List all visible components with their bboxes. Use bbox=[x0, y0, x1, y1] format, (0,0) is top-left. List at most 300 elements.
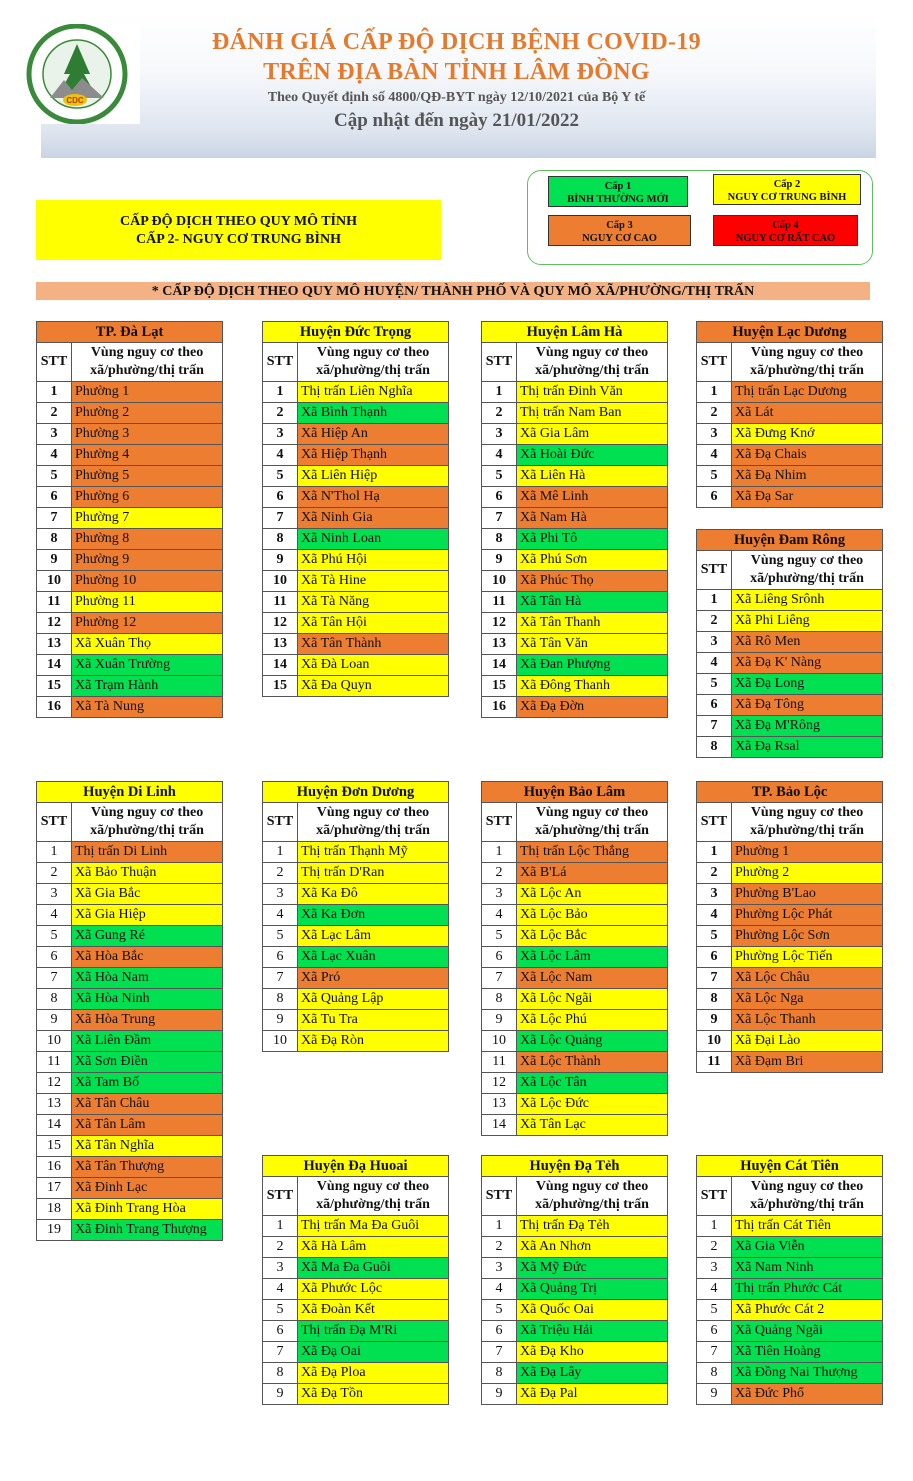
area-header-line-2: xã/phường/thị trấn bbox=[750, 571, 864, 586]
table-row bbox=[263, 655, 449, 676]
table-row bbox=[482, 445, 668, 466]
row-stt: 16 bbox=[482, 697, 517, 718]
table-row bbox=[37, 1115, 223, 1136]
table-row bbox=[263, 529, 449, 550]
row-stt: 11 bbox=[482, 1052, 517, 1073]
row-stt: 7 bbox=[697, 716, 732, 737]
table-row bbox=[482, 1300, 668, 1321]
row-commune-name: Xã Đạ Ròn bbox=[298, 1031, 449, 1052]
district-table bbox=[696, 321, 883, 508]
row-stt: 4 bbox=[697, 905, 732, 926]
district-name: Huyện Di Linh bbox=[37, 782, 223, 803]
row-commune-name: Phường 1 bbox=[72, 382, 223, 403]
table-row bbox=[482, 905, 668, 926]
table-row bbox=[263, 613, 449, 634]
table-row bbox=[697, 1052, 883, 1073]
row-commune-name: Phường 3 bbox=[72, 424, 223, 445]
table-row bbox=[37, 884, 223, 905]
district-name: TP. Đà Lạt bbox=[37, 322, 223, 343]
row-commune-name: Xã Tân Nghĩa bbox=[72, 1136, 223, 1157]
table-row bbox=[482, 1031, 668, 1052]
title-line-2: TRÊN ĐỊA BÀN TỈNH LÂM ĐỒNG bbox=[263, 59, 650, 85]
stt-header: STT bbox=[482, 803, 517, 842]
row-stt: 3 bbox=[263, 1258, 298, 1279]
row-stt: 4 bbox=[263, 445, 298, 466]
row-stt: 3 bbox=[37, 884, 72, 905]
row-commune-name: Xã Đạ Nhim bbox=[732, 466, 883, 487]
legend-level-2 bbox=[713, 174, 861, 205]
district-table bbox=[262, 321, 449, 697]
table-row bbox=[263, 1010, 449, 1031]
table-row bbox=[697, 695, 883, 716]
area-header-line-1: Vùng nguy cơ theo bbox=[535, 805, 649, 820]
table-row bbox=[263, 926, 449, 947]
row-commune-name: Thị trấn Cát Tiên bbox=[732, 1216, 883, 1237]
row-stt: 8 bbox=[37, 529, 72, 550]
table-row bbox=[697, 1363, 883, 1384]
table-row bbox=[37, 905, 223, 926]
row-commune-name: Xã N'Thol Hạ bbox=[298, 487, 449, 508]
table-row bbox=[482, 863, 668, 884]
row-commune-name: Xã Ma Đa Guôi bbox=[298, 1258, 449, 1279]
row-commune-name: Xã Tân Hà bbox=[517, 592, 668, 613]
legend-level-3-name: Cấp 3 bbox=[606, 220, 633, 231]
row-commune-name: Phường 10 bbox=[72, 571, 223, 592]
table-row bbox=[37, 842, 223, 863]
row-commune-name: Xã Tân Châu bbox=[72, 1094, 223, 1115]
row-stt: 2 bbox=[263, 1237, 298, 1258]
table-row bbox=[37, 508, 223, 529]
district-name: Huyện Lâm Hà bbox=[482, 322, 668, 343]
row-stt: 8 bbox=[263, 989, 298, 1010]
row-stt: 8 bbox=[482, 989, 517, 1010]
stt-header: STT bbox=[697, 1177, 732, 1216]
row-stt: 9 bbox=[482, 1384, 517, 1405]
legend-level-4 bbox=[713, 215, 858, 246]
table-row bbox=[697, 737, 883, 758]
stt-header: STT bbox=[37, 343, 72, 382]
stt-header: STT bbox=[263, 803, 298, 842]
row-stt: 9 bbox=[37, 1010, 72, 1031]
row-commune-name: Xã Lộc Quảng bbox=[517, 1031, 668, 1052]
row-commune-name: Xã Bình Thạnh bbox=[298, 403, 449, 424]
row-commune-name: Xã Tu Tra bbox=[298, 1010, 449, 1031]
table-row bbox=[482, 1073, 668, 1094]
table-row bbox=[37, 697, 223, 718]
table-row bbox=[263, 1321, 449, 1342]
row-stt: 5 bbox=[482, 466, 517, 487]
legend-level-1-desc: BÌNH THƯỜNG MỚI bbox=[567, 194, 669, 205]
row-stt: 2 bbox=[697, 611, 732, 632]
row-commune-name: Phường 12 bbox=[72, 613, 223, 634]
table-row bbox=[697, 1237, 883, 1258]
row-commune-name: Xã Gia Viễn bbox=[732, 1237, 883, 1258]
district-name: Huyện Đam Rông bbox=[697, 530, 883, 551]
row-stt: 10 bbox=[263, 571, 298, 592]
row-commune-name: Xã Tân Thành bbox=[298, 634, 449, 655]
row-commune-name: Xã Quảng Trị bbox=[517, 1279, 668, 1300]
district-name: Huyện Bảo Lâm bbox=[482, 782, 668, 803]
area-header-line-1: Vùng nguy cơ theo bbox=[316, 345, 430, 360]
row-stt: 18 bbox=[37, 1199, 72, 1220]
area-header bbox=[732, 551, 883, 590]
row-stt: 3 bbox=[697, 632, 732, 653]
row-commune-name: Xã Đạm Bri bbox=[732, 1052, 883, 1073]
row-stt: 9 bbox=[263, 1384, 298, 1405]
table-row bbox=[263, 1384, 449, 1405]
row-stt: 9 bbox=[263, 550, 298, 571]
row-commune-name: Xã Lộc Ngãi bbox=[517, 989, 668, 1010]
area-header-line-1: Vùng nguy cơ theo bbox=[316, 1179, 430, 1194]
district-table bbox=[696, 1155, 883, 1405]
table-row bbox=[263, 842, 449, 863]
table-row bbox=[263, 487, 449, 508]
table-row bbox=[482, 676, 668, 697]
table-row bbox=[263, 550, 449, 571]
table-row bbox=[697, 926, 883, 947]
row-stt: 6 bbox=[37, 947, 72, 968]
row-commune-name: Thị trấn Liên Nghĩa bbox=[298, 382, 449, 403]
row-commune-name: Xã Đạ Kho bbox=[517, 1342, 668, 1363]
row-stt: 15 bbox=[37, 676, 72, 697]
row-stt: 12 bbox=[263, 613, 298, 634]
row-stt: 1 bbox=[482, 842, 517, 863]
row-commune-name: Xã Ninh Gia bbox=[298, 508, 449, 529]
row-stt: 3 bbox=[37, 424, 72, 445]
row-stt: 12 bbox=[37, 1073, 72, 1094]
row-commune-name: Xã Triệu Hải bbox=[517, 1321, 668, 1342]
table-row bbox=[37, 1094, 223, 1115]
row-commune-name: Xã Tiên Hoàng bbox=[732, 1342, 883, 1363]
row-stt: 1 bbox=[37, 842, 72, 863]
row-stt: 6 bbox=[697, 1321, 732, 1342]
row-stt: 14 bbox=[37, 655, 72, 676]
row-stt: 4 bbox=[482, 905, 517, 926]
row-commune-name: Xã Lộc Thành bbox=[517, 1052, 668, 1073]
table-row bbox=[697, 611, 883, 632]
table-row bbox=[37, 613, 223, 634]
table-row bbox=[263, 968, 449, 989]
table-row bbox=[482, 926, 668, 947]
area-header-line-2: xã/phường/thị trấn bbox=[535, 823, 649, 838]
table-row bbox=[482, 1384, 668, 1405]
row-stt: 5 bbox=[482, 1300, 517, 1321]
row-stt: 2 bbox=[482, 863, 517, 884]
row-stt: 19 bbox=[37, 1220, 72, 1241]
table-row bbox=[697, 403, 883, 424]
row-stt: 8 bbox=[37, 989, 72, 1010]
row-stt: 4 bbox=[37, 905, 72, 926]
table-row bbox=[482, 1115, 668, 1136]
row-stt: 12 bbox=[482, 1073, 517, 1094]
table-row bbox=[697, 1300, 883, 1321]
row-stt: 11 bbox=[482, 592, 517, 613]
row-commune-name: Xã Sơn Điền bbox=[72, 1052, 223, 1073]
row-commune-name: Phường 2 bbox=[72, 403, 223, 424]
row-stt: 8 bbox=[263, 1363, 298, 1384]
row-commune-name: Phường 2 bbox=[732, 863, 883, 884]
table-row bbox=[263, 989, 449, 1010]
table-row bbox=[697, 382, 883, 403]
row-stt: 6 bbox=[263, 1321, 298, 1342]
row-stt: 13 bbox=[37, 1094, 72, 1115]
table-row bbox=[37, 550, 223, 571]
row-stt: 2 bbox=[263, 863, 298, 884]
table-row bbox=[263, 905, 449, 926]
row-commune-name: Xã Liêng Srônh bbox=[732, 590, 883, 611]
row-stt: 7 bbox=[263, 968, 298, 989]
area-header bbox=[517, 343, 668, 382]
table-row bbox=[482, 508, 668, 529]
row-stt: 9 bbox=[697, 1384, 732, 1405]
row-stt: 11 bbox=[697, 1052, 732, 1073]
table-row bbox=[697, 1216, 883, 1237]
legend-level-4-desc: NGUY CƠ RẤT CAO bbox=[735, 233, 836, 244]
table-row bbox=[263, 1258, 449, 1279]
row-commune-name: Xã Tân Hội bbox=[298, 613, 449, 634]
row-commune-name: Xã Phi Tô bbox=[517, 529, 668, 550]
row-commune-name: Xã Lộc Đức bbox=[517, 1094, 668, 1115]
row-commune-name: Xã Đa Quyn bbox=[298, 676, 449, 697]
row-stt: 13 bbox=[482, 1094, 517, 1115]
row-stt: 8 bbox=[697, 989, 732, 1010]
row-stt: 4 bbox=[697, 445, 732, 466]
row-stt: 1 bbox=[482, 1216, 517, 1237]
area-header bbox=[298, 803, 449, 842]
row-stt: 3 bbox=[482, 424, 517, 445]
table-row bbox=[697, 716, 883, 737]
table-row bbox=[482, 655, 668, 676]
row-commune-name: Xã Đinh Trang Hòa bbox=[72, 1199, 223, 1220]
table-row bbox=[37, 445, 223, 466]
row-commune-name: Xã Đà Loan bbox=[298, 655, 449, 676]
area-header-line-2: xã/phường/thị trấn bbox=[750, 1197, 864, 1212]
row-commune-name: Phường 5 bbox=[72, 466, 223, 487]
row-commune-name: Xã Đạ Tông bbox=[732, 695, 883, 716]
stt-header: STT bbox=[263, 1177, 298, 1216]
row-commune-name: Xã Xuân Trường bbox=[72, 655, 223, 676]
area-header-line-1: Vùng nguy cơ theo bbox=[90, 805, 204, 820]
table-row bbox=[482, 968, 668, 989]
row-stt: 2 bbox=[263, 403, 298, 424]
row-commune-name: Xã Lộc Châu bbox=[732, 968, 883, 989]
table-row bbox=[263, 1300, 449, 1321]
table-row bbox=[37, 863, 223, 884]
row-commune-name: Xã Phước Lộc bbox=[298, 1279, 449, 1300]
area-header bbox=[517, 1177, 668, 1216]
row-stt: 13 bbox=[263, 634, 298, 655]
row-commune-name: Thị trấn Nam Ban bbox=[517, 403, 668, 424]
row-commune-name: Phường Lộc Phát bbox=[732, 905, 883, 926]
row-commune-name: Xã Phú Sơn bbox=[517, 550, 668, 571]
district-name: Huyện Đạ Huoai bbox=[263, 1156, 449, 1177]
row-stt: 1 bbox=[263, 842, 298, 863]
row-stt: 2 bbox=[697, 1237, 732, 1258]
row-stt: 4 bbox=[263, 1279, 298, 1300]
row-commune-name: Xã Đạ Đờn bbox=[517, 697, 668, 718]
row-stt: 13 bbox=[482, 634, 517, 655]
row-stt: 10 bbox=[482, 1031, 517, 1052]
area-header bbox=[517, 803, 668, 842]
table-row bbox=[37, 968, 223, 989]
row-commune-name: Xã Tân Lâm bbox=[72, 1115, 223, 1136]
row-stt: 11 bbox=[37, 592, 72, 613]
legend-level-3-desc: NGUY CƠ CAO bbox=[582, 233, 657, 244]
row-commune-name: Xã Đạ Chais bbox=[732, 445, 883, 466]
table-row bbox=[37, 1136, 223, 1157]
table-row bbox=[263, 382, 449, 403]
legend-level-2-desc: NGUY CƠ TRUNG BÌNH bbox=[727, 192, 847, 203]
row-commune-name: Xã Hoài Đức bbox=[517, 445, 668, 466]
table-row bbox=[482, 884, 668, 905]
row-commune-name: Xã Gia Lâm bbox=[517, 424, 668, 445]
district-name: Huyện Đạ Tẻh bbox=[482, 1156, 668, 1177]
table-row bbox=[37, 676, 223, 697]
area-header-line-1: Vùng nguy cơ theo bbox=[750, 1179, 864, 1194]
row-commune-name: Thị trấn Đạ M'Ri bbox=[298, 1321, 449, 1342]
row-commune-name: Xã Mê Linh bbox=[517, 487, 668, 508]
row-commune-name: Thị trấn Phước Cát bbox=[732, 1279, 883, 1300]
area-header-line-2: xã/phường/thị trấn bbox=[90, 363, 204, 378]
area-header-line-2: xã/phường/thị trấn bbox=[535, 1197, 649, 1212]
area-header-line-2: xã/phường/thị trấn bbox=[316, 823, 430, 838]
row-stt: 5 bbox=[263, 1300, 298, 1321]
row-stt: 3 bbox=[697, 884, 732, 905]
table-row bbox=[37, 1052, 223, 1073]
row-stt: 16 bbox=[37, 697, 72, 718]
district-table bbox=[36, 781, 223, 1241]
row-stt: 7 bbox=[482, 508, 517, 529]
table-row bbox=[482, 947, 668, 968]
row-stt: 6 bbox=[482, 487, 517, 508]
table-row bbox=[482, 1094, 668, 1115]
table-row bbox=[482, 634, 668, 655]
row-stt: 1 bbox=[37, 382, 72, 403]
row-stt: 4 bbox=[697, 1279, 732, 1300]
table-row bbox=[263, 676, 449, 697]
table-row bbox=[263, 1216, 449, 1237]
row-stt: 2 bbox=[697, 863, 732, 884]
row-commune-name: Xã Lạc Lâm bbox=[298, 926, 449, 947]
row-commune-name: Thị trấn Di Linh bbox=[72, 842, 223, 863]
table-row bbox=[697, 424, 883, 445]
row-commune-name: Thị trấn Đạ Tẻh bbox=[517, 1216, 668, 1237]
row-stt: 5 bbox=[697, 466, 732, 487]
table-row bbox=[482, 1279, 668, 1300]
row-stt: 5 bbox=[697, 674, 732, 695]
stt-header: STT bbox=[697, 551, 732, 590]
table-row bbox=[697, 1279, 883, 1300]
row-commune-name: Xã Tà Nung bbox=[72, 697, 223, 718]
area-header bbox=[732, 1177, 883, 1216]
table-row bbox=[482, 613, 668, 634]
table-row bbox=[263, 1031, 449, 1052]
row-stt: 10 bbox=[697, 1031, 732, 1052]
row-stt: 3 bbox=[263, 884, 298, 905]
row-commune-name: Xã Đạ Tồn bbox=[298, 1384, 449, 1405]
row-commune-name: Xã Đại Lào bbox=[732, 1031, 883, 1052]
table-row bbox=[37, 634, 223, 655]
row-commune-name: Xã Liên Hiệp bbox=[298, 466, 449, 487]
table-row bbox=[263, 571, 449, 592]
row-commune-name: Xã Tân Thanh bbox=[517, 613, 668, 634]
table-row bbox=[482, 842, 668, 863]
area-header bbox=[298, 343, 449, 382]
district-table bbox=[696, 781, 883, 1073]
district-name: Huyện Cát Tiên bbox=[697, 1156, 883, 1177]
table-row bbox=[263, 884, 449, 905]
table-row bbox=[263, 445, 449, 466]
row-stt: 16 bbox=[37, 1157, 72, 1178]
row-commune-name: Xã Đan Phượng bbox=[517, 655, 668, 676]
area-header bbox=[298, 1177, 449, 1216]
row-commune-name: Xã Lộc Bắc bbox=[517, 926, 668, 947]
updated-date: Cập nhật đến ngày 21/01/2022 bbox=[334, 110, 579, 131]
row-stt: 2 bbox=[37, 403, 72, 424]
row-stt: 2 bbox=[482, 1237, 517, 1258]
row-stt: 8 bbox=[263, 529, 298, 550]
table-row bbox=[263, 403, 449, 424]
area-header-line-1: Vùng nguy cơ theo bbox=[750, 805, 864, 820]
row-stt: 12 bbox=[482, 613, 517, 634]
table-row bbox=[37, 403, 223, 424]
legend-level-1 bbox=[548, 176, 688, 207]
row-commune-name: Thị trấn D'Ran bbox=[298, 863, 449, 884]
row-stt: 4 bbox=[482, 1279, 517, 1300]
district-name: Huyện Đức Trọng bbox=[263, 322, 449, 343]
row-commune-name: Xã Bảo Thuận bbox=[72, 863, 223, 884]
row-stt: 3 bbox=[263, 424, 298, 445]
row-commune-name: Xã Gung Ré bbox=[72, 926, 223, 947]
area-header-line-1: Vùng nguy cơ theo bbox=[316, 805, 430, 820]
row-commune-name: Xã Phi Liêng bbox=[732, 611, 883, 632]
row-commune-name: Xã Lộc An bbox=[517, 884, 668, 905]
row-stt: 1 bbox=[263, 1216, 298, 1237]
row-stt: 14 bbox=[37, 1115, 72, 1136]
table-row bbox=[482, 382, 668, 403]
table-row bbox=[263, 466, 449, 487]
row-stt: 6 bbox=[263, 487, 298, 508]
table-row bbox=[697, 947, 883, 968]
area-header-line-2: xã/phường/thị trấn bbox=[90, 823, 204, 838]
table-row bbox=[482, 1321, 668, 1342]
row-stt: 10 bbox=[482, 571, 517, 592]
area-header-line-1: Vùng nguy cơ theo bbox=[90, 345, 204, 360]
row-stt: 7 bbox=[482, 1342, 517, 1363]
row-commune-name: Xã Đạ Rsal bbox=[732, 737, 883, 758]
row-stt: 6 bbox=[263, 947, 298, 968]
row-stt: 1 bbox=[697, 382, 732, 403]
row-commune-name: Xã Ninh Loan bbox=[298, 529, 449, 550]
district-table bbox=[262, 781, 449, 1052]
province-level-line-2: CẤP 2- NGUY CƠ TRUNG BÌNH bbox=[136, 232, 341, 247]
table-row bbox=[37, 592, 223, 613]
table-row bbox=[697, 863, 883, 884]
area-header-line-2: xã/phường/thị trấn bbox=[750, 823, 864, 838]
row-stt: 3 bbox=[482, 1258, 517, 1279]
row-stt: 5 bbox=[263, 466, 298, 487]
row-commune-name: Xã Đồng Nai Thượng bbox=[732, 1363, 883, 1384]
table-row bbox=[263, 1237, 449, 1258]
table-row bbox=[482, 487, 668, 508]
table-row bbox=[37, 466, 223, 487]
row-commune-name: Phường 8 bbox=[72, 529, 223, 550]
row-commune-name: Phường 11 bbox=[72, 592, 223, 613]
table-row bbox=[482, 424, 668, 445]
row-commune-name: Xã Gia Hiệp bbox=[72, 905, 223, 926]
section-title: * CẤP ĐỘ DỊCH THEO QUY MÔ HUYỆN/ THÀNH PHỐ VÀ QUY MÔ XÃ/PHƯỜNG/THỊ TRẤN bbox=[36, 282, 870, 300]
row-stt: 5 bbox=[482, 926, 517, 947]
